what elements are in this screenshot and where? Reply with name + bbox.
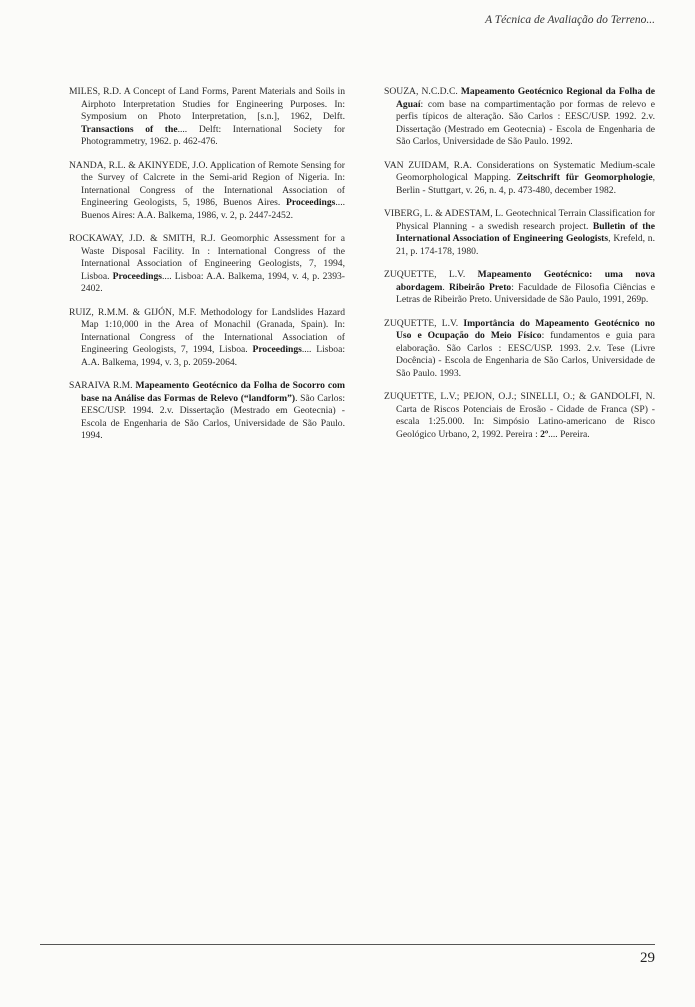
reference-entry (384, 318, 655, 381)
reference-text: RUIZ, R.M.M. & GIJÓN, M.F. Methodology for Landslides Hazard Map 1:10,000 in the Area of Monachil (Granada, Spain). In: International Congress of the International Association of Engineering Geologists, 7, 1994, Lisboa. (69, 306, 345, 355)
reference-entry (69, 86, 345, 149)
reference-entry (384, 160, 655, 198)
reference-text: .... Buenos Aires: A.A. Balkema, 1986, v. 2, p. 2447-2452. (81, 197, 345, 221)
reference-text: : Faculdade de Filosofia Ciências e Letras de Ribeirão Preto. Universidade de São Paulo, 1991, 269p. (396, 281, 655, 305)
reference-text: ROCKAWAY, J.D. & SMITH, R.J. Geomorphic Assessment for a Waste Disposal Facility. In : International Congress of the International Association of Engineering Geologists, 7, 1994, Lisboa. (69, 233, 345, 282)
reference-text: SARAIVA R.M. (69, 380, 136, 391)
reference-entry (384, 208, 655, 258)
references-right-column (384, 86, 655, 452)
reference-entry (69, 307, 345, 370)
reference-entry (69, 233, 345, 296)
reference-text: MILES, R.D. A Concept of Land Forms, Parent Materials and Soils in Airphoto Interpretation Studies for Engineering Purposes. In: Symposium on Photo Interpretation, [s.n.], 1962, Delft. (69, 86, 345, 122)
reference-entry (384, 269, 655, 307)
reference-text: , Krefeld, n. 21, p. 174-178, 1980. (396, 233, 655, 257)
reference-title: Bulletin of the International Association of Engineering Geologists (396, 220, 655, 244)
reference-text: ZUQUETTE, L.V. (384, 269, 478, 280)
reference-text: . (442, 281, 450, 293)
reference-text: VAN ZUIDAM, R.A. Considerations on Systematic Medium-scale Geomorphological Mapping. (384, 159, 655, 183)
reference-text: . São Carlos: EESC/USP. 1994. 2.v. Dissertação (Mestrado em Geotecnia) - Escola de Engenharia de São Carlos, Universidade de São Paulo. 1994. (81, 392, 345, 441)
reference-entry (69, 380, 345, 443)
reference-entry (384, 391, 655, 441)
reference-title: Mapeamento Geotécnico: uma nova abordagem (396, 269, 655, 293)
page-number: 29 (640, 950, 655, 966)
reference-title: 2º (540, 428, 549, 440)
reference-text: : com base na compartimentação por formas de relevo e perfis típicos de alteração. São Carlos : EESC/USP. 1992. 2.v. Dissertação (Mestrado em Geotecnia) - Escola de Engenharia de São Carlos, Universidade de São Paulo. 1992. (396, 98, 655, 147)
reference-text: VIBERG, L. & ADESTAM, L. Geotechnical Terrain Classification for Physical Planning - a swedish research project. (384, 208, 655, 232)
reference-text: : fundamentos e guia para elaboração. São Carlos : EESC/USP. 1993. 2.v. Tese (Livre Docência) - Escola de Engenharia de São Carlos, Universidade de São Paulo. 1993. (396, 330, 655, 379)
reference-title: Ribeirão Preto (449, 281, 512, 293)
reference-entry (384, 86, 655, 149)
reference-text: .... Lisboa: A.A. Balkema, 1994, v. 3, p. 2059-2064. (81, 344, 345, 368)
reference-text: .... Pereira. (548, 428, 590, 440)
reference-title: Proceedings (112, 270, 163, 282)
reference-title: Proceedings (286, 197, 336, 208)
reference-title: Transactions of the (81, 123, 178, 135)
references-left-column (69, 86, 345, 454)
reference-text: .... Lisboa: A.A. Balkema, 1994, v. 4, p. 2393-2402. (81, 270, 345, 294)
reference-title: Zeitschrift für Geomorphologie (516, 172, 653, 183)
reference-entry (69, 160, 345, 223)
reference-text: , Berlin - Stuttgart, v. 26, n. 4, p. 473-480, december 1982. (396, 172, 655, 196)
reference-text: .... Delft: International Society for Photogrammetry, 1962. p. 462-476. (81, 123, 346, 147)
running-title: A Técnica de Avaliação do Terreno... (485, 14, 655, 26)
reference-title: Mapeamento Geotécnico Regional da Folha de Aguaí (396, 86, 655, 110)
reference-text: SOUZA, N.C.D.C. (384, 86, 461, 97)
reference-text: ZUQUETTE, L.V. (384, 317, 464, 329)
reference-title: Mapeamento Geotécnico da Folha de Socorro com base na Análise das Formas de Relevo (“landform”) (81, 380, 345, 404)
reference-title: Proceedings (252, 344, 302, 355)
footer-rule (40, 944, 655, 945)
reference-text: NANDA, R.L. & AKINYEDE, J.O. Application of Remote Sensing for the Survey of Calcrete in the Semi-arid Region of Nigeria. In: International Congress of the International Association of Engineering Geologists, 5, 1986, Buenos Aires. (69, 159, 345, 208)
reference-text: ZUQUETTE, L.V.; PEJON, O.J.; SINELLI, O.; & GANDOLFI, N. Carta de Riscos Potenciais de Erosão - Cidade de Franca (SP) - escala 1:25.000. In: Simpósio Latino-americano de Risco Geológico Urbano, 2, 1992. Pereira : (384, 391, 655, 440)
reference-title: Importância do Mapeamento Geotécnico no Uso e Ocupação do Meio Físico (396, 317, 655, 341)
